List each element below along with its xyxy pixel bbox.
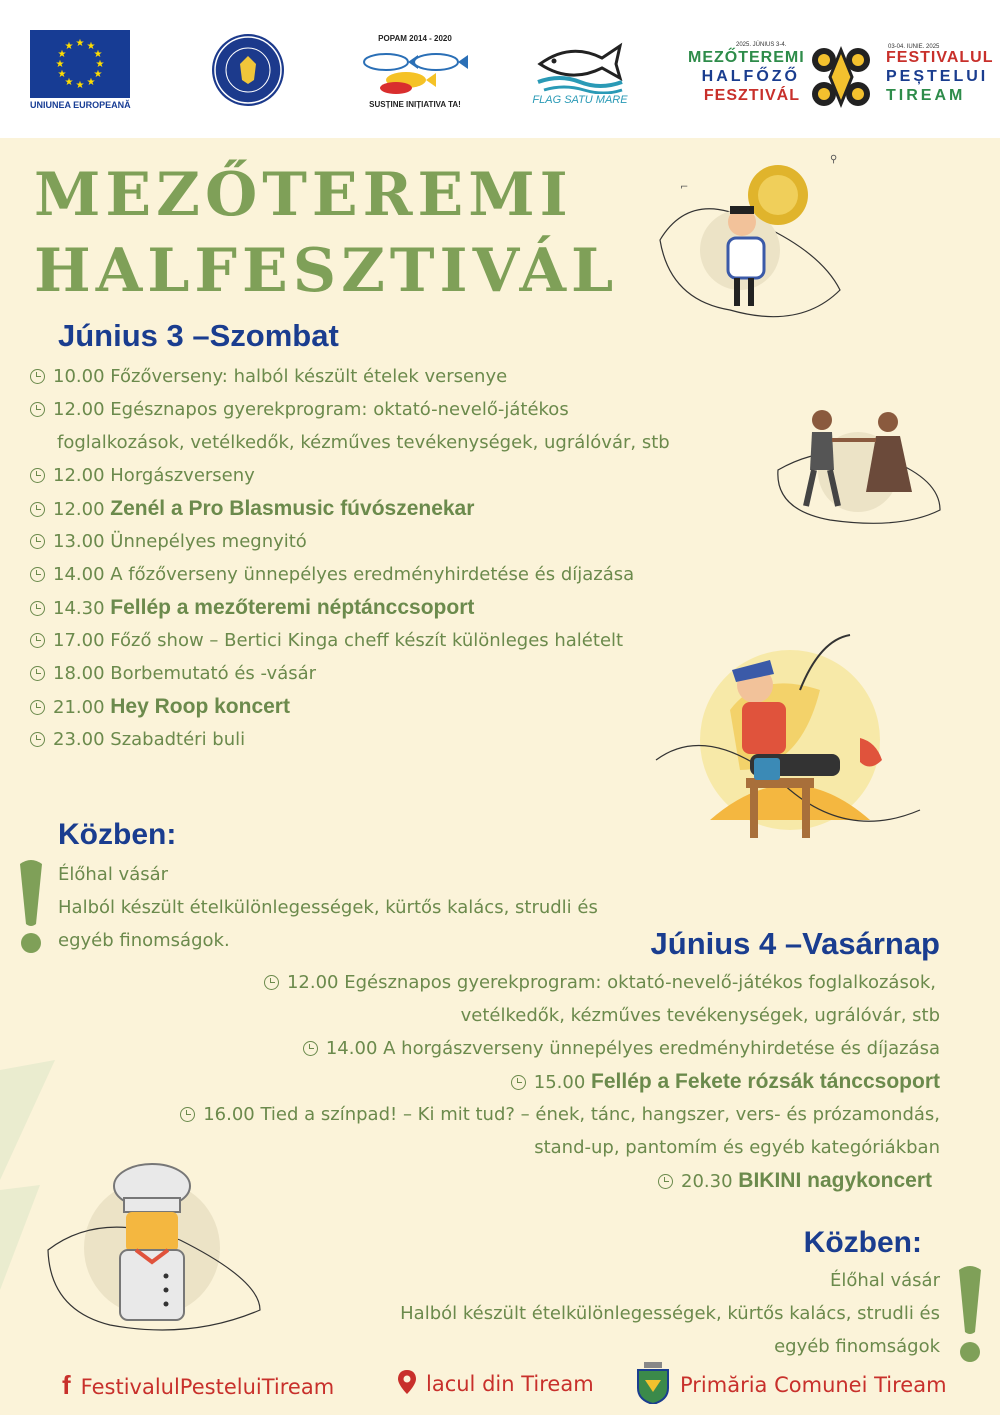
popam-logo [356,34,474,114]
clock-icon [30,567,45,582]
svg-text:★: ★ [93,49,103,60]
event-time: 12.00 [286,972,339,993]
event-time: 21.00 [53,697,105,718]
clock-icon [303,1041,318,1056]
svg-text:★: ★ [75,38,85,49]
saturday-item [30,498,474,521]
svg-text:★: ★ [95,59,105,70]
event-time: 14.00 [325,1038,378,1059]
flag-name: FLAG SATU MARE [532,94,628,106]
festival-hu-line: FESZTIVÁL [703,87,800,104]
eu-flag-logo [30,30,130,98]
event-time: 14.00 [53,564,105,585]
clock-icon [511,1075,526,1090]
event-time: 14.30 [53,598,105,619]
meanwhile-line: Halból készült ételkülönlegességek, kürtős kalács, strudli és [58,897,598,918]
flag-satu-mare-logo [530,38,630,110]
event-time: 12.00 [53,499,105,520]
event-title: Borbemutató és -vásár [110,663,317,684]
page-title-line-1: MEZŐTEREMI [34,160,573,230]
coat-of-arms-icon [636,1362,670,1404]
meanwhile-notes-1 [58,858,598,957]
clock-icon [30,369,45,384]
svg-text:★: ★ [75,80,85,91]
dancing-couple-illustration [770,400,950,530]
clock-icon [30,534,45,549]
popam-top-text: POPAM 2014 - 2020 [378,34,452,43]
festival-ro-line: TIREAM [886,87,966,104]
event-time: 12.00 [53,465,105,486]
festival-date-hu: 2025. JÚNIUS 3-4. [736,42,787,48]
eu-caption: UNIUNEA EUROPEANĂ [30,100,131,110]
location-name: lacul din Tiream [426,1372,594,1396]
svg-text:★: ★ [86,41,96,52]
location-link[interactable] [398,1370,594,1396]
event-title-continuation: stand-up, pantomím és egyéb kategóriákban [534,1137,940,1158]
svg-text:★: ★ [55,59,65,70]
event-title: Horgászverseny [110,465,255,486]
clock-icon [658,1174,673,1189]
fisherman-illustration [650,630,940,860]
svg-text:⚲: ⚲ [830,154,838,165]
saturday-item [30,663,316,685]
meanwhile-line: Élőhal vásár [58,864,169,885]
saturday-item [30,630,623,652]
event-title: A horgászverseny ünnepélyes eredményhirdetése és díjazása [383,1038,940,1059]
sunday-item [511,1071,940,1094]
clock-icon [30,666,45,681]
event-title: Egésznapos gyerekprogram: oktató-nevelő-játékos foglalkozások, [344,972,936,993]
event-title-continuation: foglalkozások, vetélkedők, kézműves tevékenységek, ugrálóvár, stb [57,432,670,453]
festival-name-hu [688,48,805,105]
svg-text:★: ★ [93,69,103,80]
exclamation-icon [955,1262,985,1366]
event-title: Ünnepélyes megnyitó [110,531,307,552]
facebook-handle: FestivalulPesteluiTiream [80,1375,335,1399]
sunday-item [303,1038,940,1060]
event-time: 20.30 [681,1171,733,1192]
sunday-item [264,972,936,994]
event-time: 16.00 [203,1104,255,1125]
svg-text:★: ★ [57,49,67,60]
event-title: BIKINI nagykoncert [738,1169,932,1192]
tuba-player-illustration [650,150,850,325]
sunday-item [180,1104,940,1126]
exclamation-icon [16,856,46,956]
map-pin-icon [398,1370,416,1394]
facebook-link[interactable] [62,1370,334,1401]
meanwhile-heading-2: Közben: [803,1226,922,1259]
meanwhile-line: Élőhal vásár [829,1270,940,1291]
clock-icon [30,402,45,417]
popam-bottom-text: SUSȚINE INIȚIATIVA TA! [369,100,461,109]
meanwhile-notes-2 [400,1264,940,1363]
town-hall-link[interactable] [636,1362,947,1404]
sunday-heading: Június 4 –Vasárnap [650,926,940,961]
event-title: A főzőverseny ünnepélyes eredményhirdetése és díjazása [110,564,635,585]
meanwhile-heading-1: Közben: [58,818,177,851]
saturday-heading: Június 3 –Szombat [58,318,339,353]
meanwhile-line: Halból készült ételkülönlegességek, kürtős kalács, strudli és [400,1303,940,1324]
event-title: Fellép a Fekete rózsák tánccsoport [591,1070,940,1093]
festival-date-ro: 03-04. IUNIE. 2025 [888,44,940,50]
event-time: 17.00 [53,630,105,651]
saturday-item [30,597,474,620]
svg-text:⌐: ⌐ [680,182,689,193]
festival-hu-line: HALFŐZŐ [701,68,800,85]
svg-text:★: ★ [64,77,74,88]
clock-icon [30,601,45,616]
logo-bar [0,0,1000,138]
saturday-item [30,366,507,388]
event-time: 18.00 [53,663,105,684]
festival-name-ro [886,48,996,105]
festival-hu-line: MEZŐTEREMI [688,49,805,66]
event-time: 12.00 [53,399,105,420]
meanwhile-line: egyéb finomságok [774,1336,940,1357]
page-title-line-2: HALFESZTIVÁL [34,236,619,306]
event-time: 10.00 [53,366,105,387]
saturday-item [30,564,634,586]
clock-icon [30,633,45,648]
event-title: Egésznapos gyerekprogram: oktató-nevelő-játékos [110,399,569,420]
event-title: Tied a színpad! – Ki mit tud? – ének, tánc, hangszer, vers- és prózamondás, [260,1104,940,1125]
svg-text:★: ★ [86,77,96,88]
saturday-item [30,696,290,719]
svg-text:★: ★ [64,41,74,52]
saturday-item [30,465,255,487]
saturday-item [30,399,569,421]
svg-text:★: ★ [57,69,67,80]
sunday-item [658,1170,932,1193]
saturday-item [30,531,307,553]
festival-ro-line: FESTIVALUL [886,49,994,66]
event-time: 13.00 [53,531,105,552]
government-seal-logo [212,34,284,106]
festival-ro-line: PEȘTELUI [886,68,989,85]
saturday-item [30,729,245,751]
clock-icon [180,1107,195,1122]
clock-icon [30,502,45,517]
chef-illustration [40,1150,280,1340]
festival-logo [688,40,994,114]
event-title: Hey Roop koncert [110,695,290,718]
clock-icon [30,732,45,747]
event-title: Főzőverseny: halból készült ételek versenye [110,366,508,387]
clock-icon [264,975,279,990]
clock-icon [30,700,45,715]
event-time: 23.00 [53,729,105,750]
event-title: Szabadtéri buli [110,729,246,750]
town-hall-name: Primăria Comunei Tiream [680,1373,947,1397]
event-title: Fellép a mezőteremi néptánccsoport [110,596,475,619]
clock-icon [30,468,45,483]
festival-emblem-icon [804,40,878,114]
event-title: Zenél a Pro Blasmusic fúvószenekar [110,497,475,520]
facebook-icon: f [62,1370,71,1400]
event-title: Főző show – Bertici Kinga cheff készít különleges halételt [110,630,624,651]
event-time: 15.00 [533,1072,586,1093]
meanwhile-line: egyéb finomságok. [58,930,230,951]
event-title-continuation: vetélkedők, kézműves tevékenységek, ugrálóvár, stb [460,1005,940,1026]
